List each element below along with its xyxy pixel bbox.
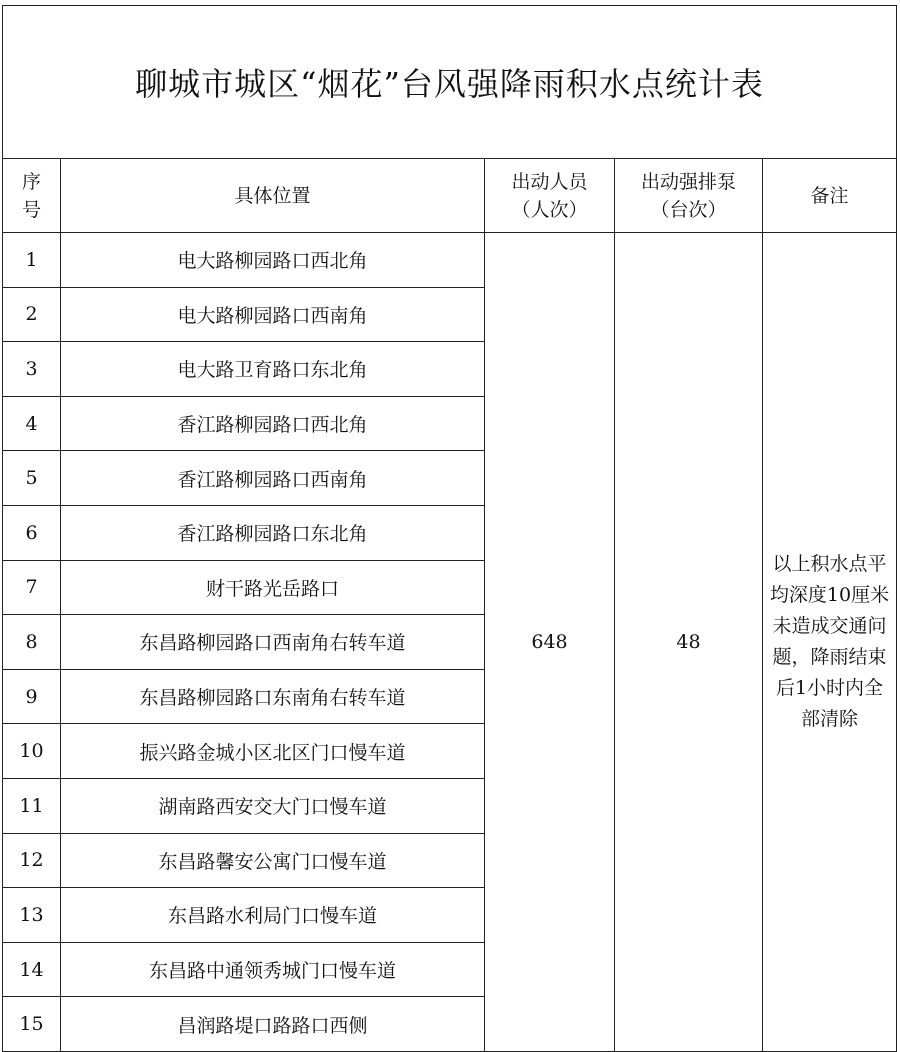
row-index: 3 xyxy=(3,342,61,397)
row-index: 15 xyxy=(3,997,61,1052)
row-index: 4 xyxy=(3,396,61,451)
row-location: 电大路柳园路口西南角 xyxy=(61,287,485,342)
row-index: 11 xyxy=(3,778,61,833)
row-location: 昌润路堤口路路口西侧 xyxy=(61,997,485,1052)
total-personnel: 648 xyxy=(485,233,615,1052)
header-row xyxy=(3,159,897,233)
row-location: 电大路柳园路口西北角 xyxy=(61,233,485,288)
header-personnel: 出动人员（人次） xyxy=(485,159,615,233)
table-row xyxy=(3,233,897,288)
row-location: 东昌路水利局门口慢车道 xyxy=(61,888,485,943)
header-pumps: 出动强排泵（台次） xyxy=(615,159,763,233)
row-location: 财干路光岳路口 xyxy=(61,560,485,615)
row-index: 14 xyxy=(3,942,61,997)
row-index: 10 xyxy=(3,724,61,779)
row-location: 湖南路西安交大门口慢车道 xyxy=(61,778,485,833)
row-index: 9 xyxy=(3,669,61,724)
header-index: 序号 xyxy=(3,159,61,233)
row-location: 东昌路馨安公寓门口慢车道 xyxy=(61,833,485,888)
row-location: 东昌路柳园路口西南角右转车道 xyxy=(61,615,485,670)
header-remark: 备注 xyxy=(763,159,897,233)
table-title: 聊城市城区“烟花”台风强降雨积水点统计表 xyxy=(3,6,897,159)
row-index: 7 xyxy=(3,560,61,615)
total-pumps: 48 xyxy=(615,233,763,1052)
row-index: 5 xyxy=(3,451,61,506)
row-location: 东昌路柳园路口东南角右转车道 xyxy=(61,669,485,724)
row-location: 香江路柳园路口东北角 xyxy=(61,505,485,560)
row-location: 香江路柳园路口西南角 xyxy=(61,451,485,506)
row-location: 香江路柳园路口西北角 xyxy=(61,396,485,451)
row-index: 13 xyxy=(3,888,61,943)
row-location: 振兴路金城小区北区门口慢车道 xyxy=(61,724,485,779)
row-index: 8 xyxy=(3,615,61,670)
remark-note: 以上积水点平均深度10厘米未造成交通问题，降雨结束后1小时内全部清除 xyxy=(763,233,897,1052)
row-index: 12 xyxy=(3,833,61,888)
row-index: 1 xyxy=(3,233,61,288)
row-location: 东昌路中通领秀城门口慢车道 xyxy=(61,942,485,997)
statistics-sheet xyxy=(2,5,896,1052)
header-location: 具体位置 xyxy=(61,159,485,233)
row-index: 2 xyxy=(3,287,61,342)
waterlogging-table xyxy=(2,5,897,1052)
row-location: 电大路卫育路口东北角 xyxy=(61,342,485,397)
row-index: 6 xyxy=(3,505,61,560)
